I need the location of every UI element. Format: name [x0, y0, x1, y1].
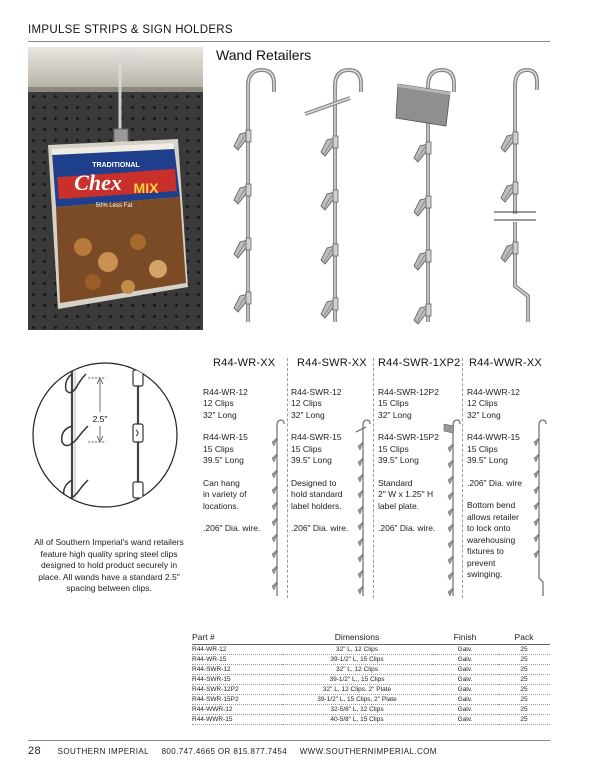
- cell-dimensions: 32" L, 12 Clips, 2" Plate: [282, 685, 432, 695]
- spec-line: R44-WWR-15: [467, 432, 520, 442]
- cell-pack: 25: [498, 645, 550, 655]
- page-number: 28: [28, 745, 42, 757]
- spec-line: 32" Long: [291, 409, 325, 420]
- cell-pack: 25: [498, 705, 550, 715]
- cell-dimensions: 40-5/8" L, 15 Clips: [282, 715, 432, 725]
- spec-line: 39.5" Long: [203, 455, 244, 465]
- spec-line: .206" Dia. wire.: [203, 523, 261, 533]
- cell-finish: Galv.: [432, 675, 498, 685]
- spec-line: 15 Clips: [291, 443, 322, 454]
- cell-finish: Galv.: [432, 705, 498, 715]
- spec-line: hold standard: [291, 489, 343, 499]
- col-header-pack: Pack: [498, 632, 550, 645]
- spec-line: R44-WR-12: [203, 386, 248, 397]
- wand-wr-thumbnail: [266, 418, 288, 598]
- wand-wwr-thumbnail: [528, 418, 550, 598]
- wand-swr-plate-illustration: [396, 70, 454, 324]
- spec-line: 15 Clips: [378, 398, 409, 408]
- cell-finish: Galv.: [432, 665, 498, 675]
- spec-line: label plate.: [378, 500, 420, 511]
- wand-wwr-illustration: [494, 70, 537, 322]
- cell-pack: 25: [498, 685, 550, 695]
- spec-line: 32" Long: [378, 409, 412, 420]
- cell-part: R44-WR-15: [192, 655, 282, 665]
- cell-pack: 25: [498, 715, 550, 725]
- spec-line: .206" Dia. wire: [467, 477, 522, 488]
- column-heading: R44-WR-XX: [213, 357, 276, 369]
- cell-pack: 25: [498, 665, 550, 675]
- cell-finish: Galv.: [432, 645, 498, 655]
- spec-line: .206" Dia. wire.: [378, 523, 436, 533]
- spec-line: R44-SWR-12: [291, 386, 342, 397]
- spec-line: 32" Long: [467, 409, 501, 420]
- page-header: [28, 24, 550, 42]
- spec-line: 39.5" Long: [378, 455, 419, 465]
- spec-line: in variety of: [203, 489, 247, 499]
- wand-retailers-illustration: [210, 64, 550, 326]
- spec-line: 32" Long: [203, 409, 237, 420]
- cell-dimensions: 32-5/8" L, 12 Clips: [282, 705, 432, 715]
- spec-line: 15 Clips: [467, 443, 498, 454]
- spec-line: warehousing: [467, 534, 516, 545]
- product-photo: [28, 47, 203, 330]
- table-row: [192, 645, 550, 655]
- column-heading: R44-SWR-XX: [297, 357, 367, 369]
- spec-line: R44-SWR-12P2: [378, 386, 439, 397]
- cell-finish: Galv.: [432, 685, 498, 695]
- cell-part: R44-SWR-12: [192, 665, 282, 675]
- spec-line: .206" Dia. wire.: [291, 523, 349, 533]
- feature-description: All of Southern Imperial's wand retailers feature high quality spring steel clips designed to hold product securely in place. All wands have a standard 2.5" spacing between clips.: [34, 537, 184, 593]
- bag-brand-top: TRADITIONAL: [92, 162, 140, 169]
- spec-line: R44-SWR-15P2: [378, 432, 439, 442]
- spec-block: [291, 387, 373, 422]
- cell-dimensions: 39-1/2" L, 15 Clips, 2" Plate: [282, 695, 432, 705]
- header-title: IMPULSE STRIPS & SIGN HOLDERS: [28, 24, 233, 36]
- spec-line: Standard: [378, 477, 413, 488]
- table-row: [192, 675, 550, 685]
- spec-line: swinging.: [467, 569, 503, 579]
- spec-line: to lock onto: [467, 523, 511, 533]
- spec-block: [203, 387, 285, 422]
- wand-swr-illustration: [305, 70, 361, 322]
- table-row: [192, 695, 550, 705]
- table-row: [192, 685, 550, 695]
- cell-dimensions: 32" L, 12 Clips: [282, 645, 432, 655]
- wand-swr-thumbnail: [352, 418, 374, 598]
- spec-line: label holders.: [291, 500, 342, 511]
- spec-line: 12 Clips: [203, 398, 234, 408]
- footer-company: SOUTHERN IMPERIAL: [57, 747, 149, 756]
- page-footer: [28, 740, 550, 757]
- cell-finish: Galv.: [432, 715, 498, 725]
- wand-wr-illustration: [234, 70, 274, 322]
- table-row: [192, 715, 550, 725]
- cell-finish: Galv.: [432, 695, 498, 705]
- spec-block: [378, 387, 464, 422]
- spec-block: [467, 387, 547, 422]
- col-header-finish: Finish: [432, 632, 498, 645]
- photo-illustration: [28, 47, 203, 330]
- bag-brand-sub: MIX: [133, 180, 159, 196]
- wand-swr-plate-thumbnail: [442, 418, 464, 598]
- table-header-row: [192, 632, 550, 645]
- cell-finish: Galv.: [432, 655, 498, 665]
- cell-pack: 25: [498, 695, 550, 705]
- table-row: [192, 665, 550, 675]
- spec-line: allows retailer: [467, 511, 519, 522]
- footer-phones: 800.747.4665 OR 815.877.7454: [161, 747, 288, 756]
- col-header-dimensions: Dimensions: [282, 632, 432, 645]
- col-header-part: Part #: [192, 632, 282, 645]
- cell-pack: 25: [498, 675, 550, 685]
- spec-line: fixtures to: [467, 546, 504, 556]
- spec-line: 39.5" Long: [291, 455, 332, 465]
- table-row: [192, 655, 550, 665]
- spec-line: 15 Clips: [203, 443, 234, 454]
- part-spec-table: [192, 632, 550, 725]
- bag-fat-text: 50% Less Fat: [95, 203, 133, 209]
- cell-part: R44-SWR-15: [192, 675, 282, 685]
- cell-dimensions: 39-1/2" L., 15 Clips: [282, 675, 432, 685]
- spec-line: Designed to: [291, 477, 337, 488]
- column-heading: R44-WWR-XX: [469, 357, 542, 369]
- spec-line: R44-SWR-15: [291, 432, 342, 442]
- spec-line: R44-WR-15: [203, 432, 248, 442]
- spec-line: Can hang: [203, 477, 240, 488]
- cell-part: R44-WWR-15: [192, 715, 282, 725]
- spec-line: 2" W x 1.25" H: [378, 489, 434, 499]
- footer-website[interactable]: WWW.SOUTHERNIMPERIAL.COM: [299, 747, 437, 756]
- cell-part: R44-WWR-12: [192, 705, 282, 715]
- table-row: [192, 705, 550, 715]
- cell-dimensions: 32" L, 12 Clips: [282, 665, 432, 675]
- cell-part: R44-WR-12: [192, 645, 282, 655]
- spec-line: Bottom bend: [467, 500, 516, 510]
- section-title: Wand Retailers: [216, 47, 312, 63]
- spec-line: 12 Clips: [467, 398, 498, 408]
- spec-line: R44-WWR-12: [467, 386, 520, 397]
- spec-line: prevent: [467, 557, 496, 568]
- cell-dimensions: 39-1/2" L, 15 Clips: [282, 655, 432, 665]
- column-heading: R44-SWR-1XP2: [378, 357, 461, 369]
- bag-brand-main: Chex: [74, 170, 122, 195]
- spec-line: 12 Clips: [291, 398, 322, 408]
- spec-line: 15 Clips: [378, 443, 409, 454]
- spacing-label: 2.5": [92, 414, 108, 424]
- spec-line: 39.5" Long: [467, 455, 508, 465]
- cell-part: R44-SWR-12P2: [192, 685, 282, 695]
- spec-line: locations.: [203, 500, 239, 511]
- cell-part: R44-SWR-15P2: [192, 695, 282, 705]
- cell-pack: 25: [498, 655, 550, 665]
- clip-spacing-detail: [30, 360, 180, 510]
